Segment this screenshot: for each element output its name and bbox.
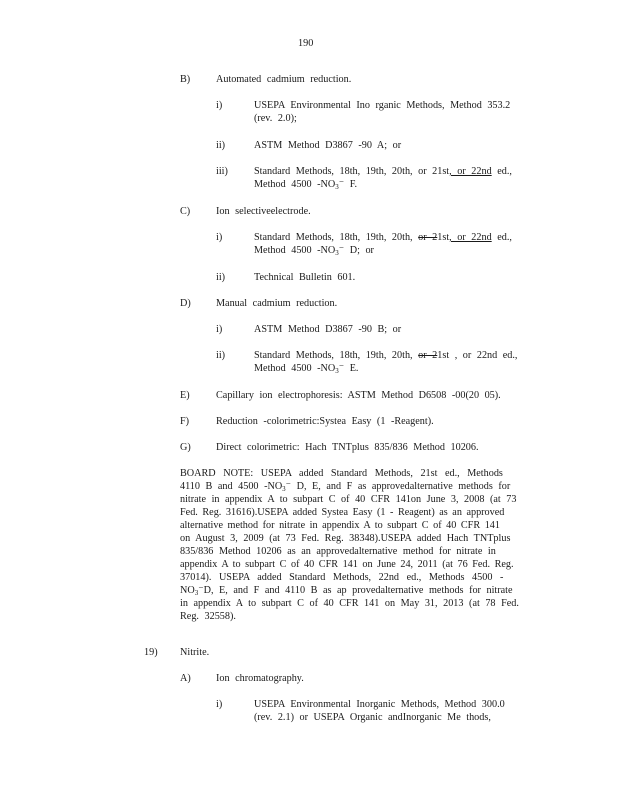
section-g-text: Direct colorimetric: Hach TNTplus 835/836 Method 10206. — [216, 442, 479, 453]
b-iii-method-end: ⁻ F. — [338, 179, 358, 190]
b-iii-line2 — [254, 178, 357, 194]
b-i-line2: (rev. 2.0); — [254, 113, 297, 124]
section-d-title: Manual cadmium reduction. — [216, 298, 338, 309]
c-i-marker: i) — [216, 232, 223, 243]
board-note-line-8: appendix A to subpart C of 40 CFR 141 on June 24, 2011 (at 76 Fed. Reg. — [180, 559, 514, 570]
d-i-marker: i) — [216, 324, 223, 335]
board-note-line-6: on August 3, 2009 (at 73 Fed. Reg. 38348).USEPA added Hach TNTplus — [180, 533, 511, 544]
d-ii-method-end: ⁻ E. — [338, 363, 359, 374]
d-ii-method-text: Method 4500 -NO — [254, 363, 336, 374]
section-e-text: Capillary ion electrophoresis: ASTM Method D6508 -00(20 05). — [216, 390, 501, 401]
section-e-marker: E) — [180, 390, 190, 401]
c-i-line1-end: ed., — [491, 232, 512, 243]
section-c-marker: C) — [180, 206, 191, 217]
board-note-line-2-text: 4110 B and 4500 -NO — [180, 481, 283, 492]
b-iii-line1-end: ed., — [491, 166, 512, 177]
item-19-marker: 19) — [144, 647, 158, 658]
item-19-title: Nitrite. — [180, 647, 210, 658]
b-iii-marker: iii) — [216, 166, 228, 177]
board-note-line-11: in appendix A to subpart C of 40 CFR 141 on May 31, 2013 (at 78 Fed. — [180, 598, 519, 609]
board-note-line-5: alternative method for nitrate in appendix A to subpart C of 40 CFR 141 — [180, 520, 500, 531]
b-i-line1: USEPA Environmental Ino rganic Methods, Method 353.2 — [254, 100, 511, 111]
item-19-a-marker: A) — [180, 673, 191, 684]
c-i-line1-mid: 1st — [437, 232, 450, 243]
board-note-line-4: Fed. Reg. 31616).USEPA added Systea Easy (1 - Reagent) as an approved — [180, 507, 505, 518]
d-i-line1: ASTM Method D3867 -90 B; or — [254, 324, 402, 335]
b-ii-line1: ASTM Method D3867 -90 A; or — [254, 140, 402, 151]
board-note-line-9: 37014). USEPA added Standard Methods, 22nd ed., Methods 4500 - — [180, 572, 504, 583]
c-i-subscript: 3 — [335, 249, 339, 257]
board-note-line-3: nitrate in appendix A to subpart C of 40 CFR 141on June 3, 2008 (at 73 — [180, 494, 517, 505]
b-ii-marker: ii) — [216, 140, 226, 151]
d-ii-line1-text: Standard Methods, 18th, 19th, 20th, — [254, 350, 419, 361]
b-iii-subscript: 3 — [335, 183, 339, 191]
board-note-line-7: 835/836 Method 10206 as an approvedalternative method for nitrate in — [180, 546, 496, 557]
b-iii-method-text: Method 4500 -NO — [254, 179, 336, 190]
section-c-title: Ion selectiveelectrode. — [216, 206, 311, 217]
c-i-inserted-text: , or 22nd — [449, 232, 492, 243]
c-ii-marker: ii) — [216, 272, 226, 283]
d-ii-marker: ii) — [216, 350, 226, 361]
d-ii-line1-end: 1st , or 22nd ed., — [437, 350, 518, 361]
section-d-marker: D) — [180, 298, 191, 309]
section-b-marker: B) — [180, 74, 191, 85]
section-f-text: Reduction -colorimetric:Systea Easy (1 -Reagent). — [216, 416, 434, 427]
c-i-method-end: ⁻ D; or — [338, 245, 374, 256]
item-19-a-i-line2: (rev. 2.1) or USEPA Organic andInorganic Me thods, — [254, 712, 491, 723]
item-19-a-title: Ion chromatography. — [216, 673, 304, 684]
section-b-title: Automated cadmium reduction. — [216, 74, 352, 85]
b-iii-line1 — [254, 165, 512, 178]
board-note-line-2-end: ⁻ D, E, and F as approvedalternative methods for — [285, 481, 511, 492]
board-note-line-12: Reg. 32558). — [180, 611, 236, 622]
b-iii-inserted-text: , or 22nd — [449, 166, 492, 177]
b-iii-line1-text: Standard Methods, 18th, 19th, 20th, or 21st — [254, 166, 450, 177]
board-note-line-1: BOARD NOTE: USEPA added Standard Methods, 21st ed., Methods — [180, 468, 503, 479]
board-note-line-2-subscript: 3 — [282, 485, 286, 493]
c-i-deleted-text: or 2 — [418, 232, 438, 243]
board-note-line-10-text: NO — [180, 585, 195, 596]
item-19-a-i-line1: USEPA Environmental Inorganic Methods, Method 300.0 — [254, 699, 505, 710]
b-i-marker: i) — [216, 100, 223, 111]
c-i-method-text: Method 4500 -NO — [254, 245, 336, 256]
d-ii-line2 — [254, 362, 358, 378]
board-note-line-10-subscript: 3 — [194, 589, 199, 597]
c-i-line1 — [254, 231, 512, 244]
d-ii-line1 — [254, 349, 517, 362]
d-ii-subscript: 3 — [335, 367, 339, 375]
c-i-line2 — [254, 244, 374, 260]
section-g-marker: G) — [180, 442, 191, 453]
board-note-line-10-end: ⁻D, E, and F and 4110 B as ap provedalternative methods for nitrate — [198, 585, 513, 596]
section-f-marker: F) — [180, 416, 190, 427]
c-ii-line1: Technical Bulletin 601. — [254, 272, 356, 283]
d-ii-deleted-text: or 2 — [418, 350, 438, 361]
item-19-a-i-marker: i) — [216, 699, 223, 710]
page-number: 190 — [298, 38, 314, 49]
c-i-line1-text: Standard Methods, 18th, 19th, 20th, — [254, 232, 419, 243]
